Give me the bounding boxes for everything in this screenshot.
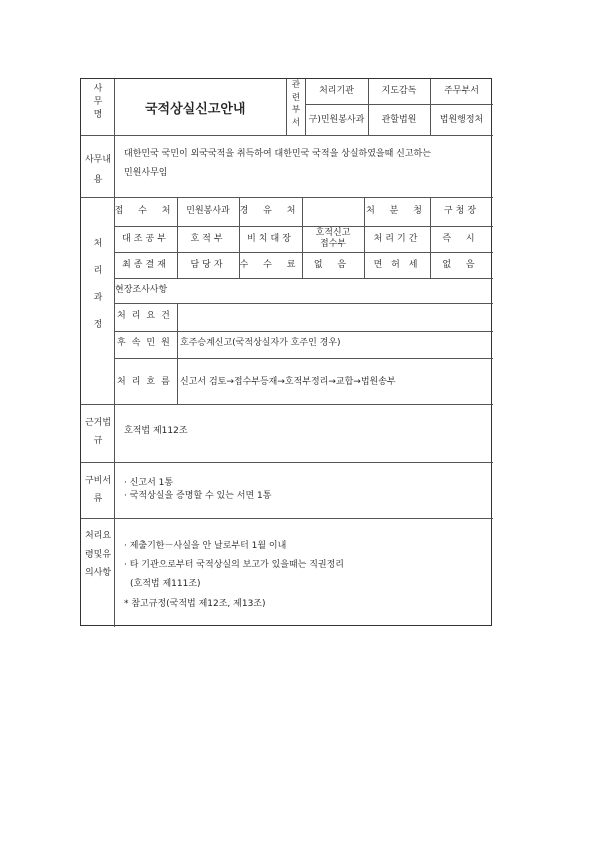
notes-line: · 타 기관으로부터 국적상실의 보고가 있을때는 직권정리 — [124, 560, 344, 570]
legal-basis-value: 호적법 제112조 — [124, 426, 188, 436]
divider — [177, 303, 178, 404]
content-text-line1: 대한민국 국민이 외국국적을 취득하여 대한민국 국적을 상실하였을때 신고하는 — [124, 149, 431, 159]
document-item: · 국적상실을 증명할 수 있는 서면 1통 — [124, 491, 272, 501]
main-dept-value: 법원행정처 — [439, 115, 484, 125]
fee-label: 수 수 료 — [239, 260, 302, 270]
supervision-label: 지도감독 — [381, 86, 417, 96]
divider — [114, 331, 493, 332]
final-label: 최종결재 — [122, 260, 169, 270]
divider — [114, 303, 493, 304]
via-label: 경 유 처 — [239, 206, 302, 216]
ledger-value: 호적부 — [190, 234, 226, 244]
document-item: · 신고서 1통 — [124, 478, 174, 488]
license-value: 없 음 — [442, 260, 481, 270]
divider — [114, 358, 493, 359]
divider — [114, 278, 493, 279]
affairs-label: 사무명 — [93, 84, 103, 120]
notes-label: 처리요령및유의사항 — [84, 531, 112, 578]
divider — [114, 252, 493, 253]
register-value-line1: 호적신고 — [315, 228, 351, 238]
processing-org-value: 구)민원봉사과 — [308, 115, 365, 125]
period-label: 처리기간 — [373, 234, 421, 244]
content-label: 사무내용 — [84, 155, 112, 185]
divider — [305, 104, 493, 105]
notes-line: · 제출기한－사실을 안 날로부터 1월 이내 — [124, 541, 287, 551]
divider — [81, 518, 493, 519]
documents-label: 구비서류 — [84, 476, 112, 504]
content-text-line2: 민원사무임 — [124, 168, 168, 178]
legal-basis-label: 근거법규 — [84, 418, 112, 446]
final-value: 담당자 — [190, 260, 226, 270]
period-value: 즉 시 — [442, 234, 481, 244]
civil-affairs-form — [80, 78, 492, 626]
divider — [81, 197, 493, 198]
main-office-label: 처 분 청 — [366, 206, 428, 216]
requirements-label: 처리요건 — [117, 311, 176, 321]
page-title: 국적상실신고안내 — [145, 102, 246, 117]
divider — [81, 135, 493, 136]
flow-label: 처리흐름 — [117, 377, 176, 387]
divider — [286, 79, 287, 135]
field-survey-label: 현장조사사항 — [115, 285, 168, 295]
supervision-value: 관할법원 — [381, 115, 417, 125]
ledger-label: 대조공부 — [122, 234, 169, 244]
follow-up-value: 호주승계신고(국적상실자가 호주인 경우) — [180, 338, 341, 348]
flow-value: 신고서 검토→접수부등재→호적부정리→교합→법원송부 — [180, 377, 396, 387]
license-label: 면 허 세 — [373, 260, 421, 270]
divider — [81, 462, 493, 463]
divider — [81, 404, 493, 405]
divider — [114, 226, 493, 227]
related-dept-label: 관련부서 — [291, 80, 301, 128]
divider — [114, 79, 115, 627]
notes-line: (호적법 제111조) — [130, 579, 201, 589]
notes-line: * 참고규정(국적법 제12조, 제13조) — [124, 599, 266, 609]
receipt-label: 접 수 처 — [114, 206, 177, 216]
fee-value: 없 음 — [313, 260, 353, 270]
receipt-value: 민원봉사과 — [186, 206, 230, 216]
register-value-line2: 접수부 — [319, 239, 347, 249]
register-label: 비치대장 — [247, 234, 294, 244]
processing-org-label: 처리기관 — [319, 86, 354, 96]
main-dept-label: 주무부서 — [444, 86, 479, 96]
main-office-value: 구청장 — [443, 206, 480, 216]
follow-up-label: 후속민원 — [117, 338, 176, 348]
processing-label: 처리과정 — [93, 239, 103, 330]
